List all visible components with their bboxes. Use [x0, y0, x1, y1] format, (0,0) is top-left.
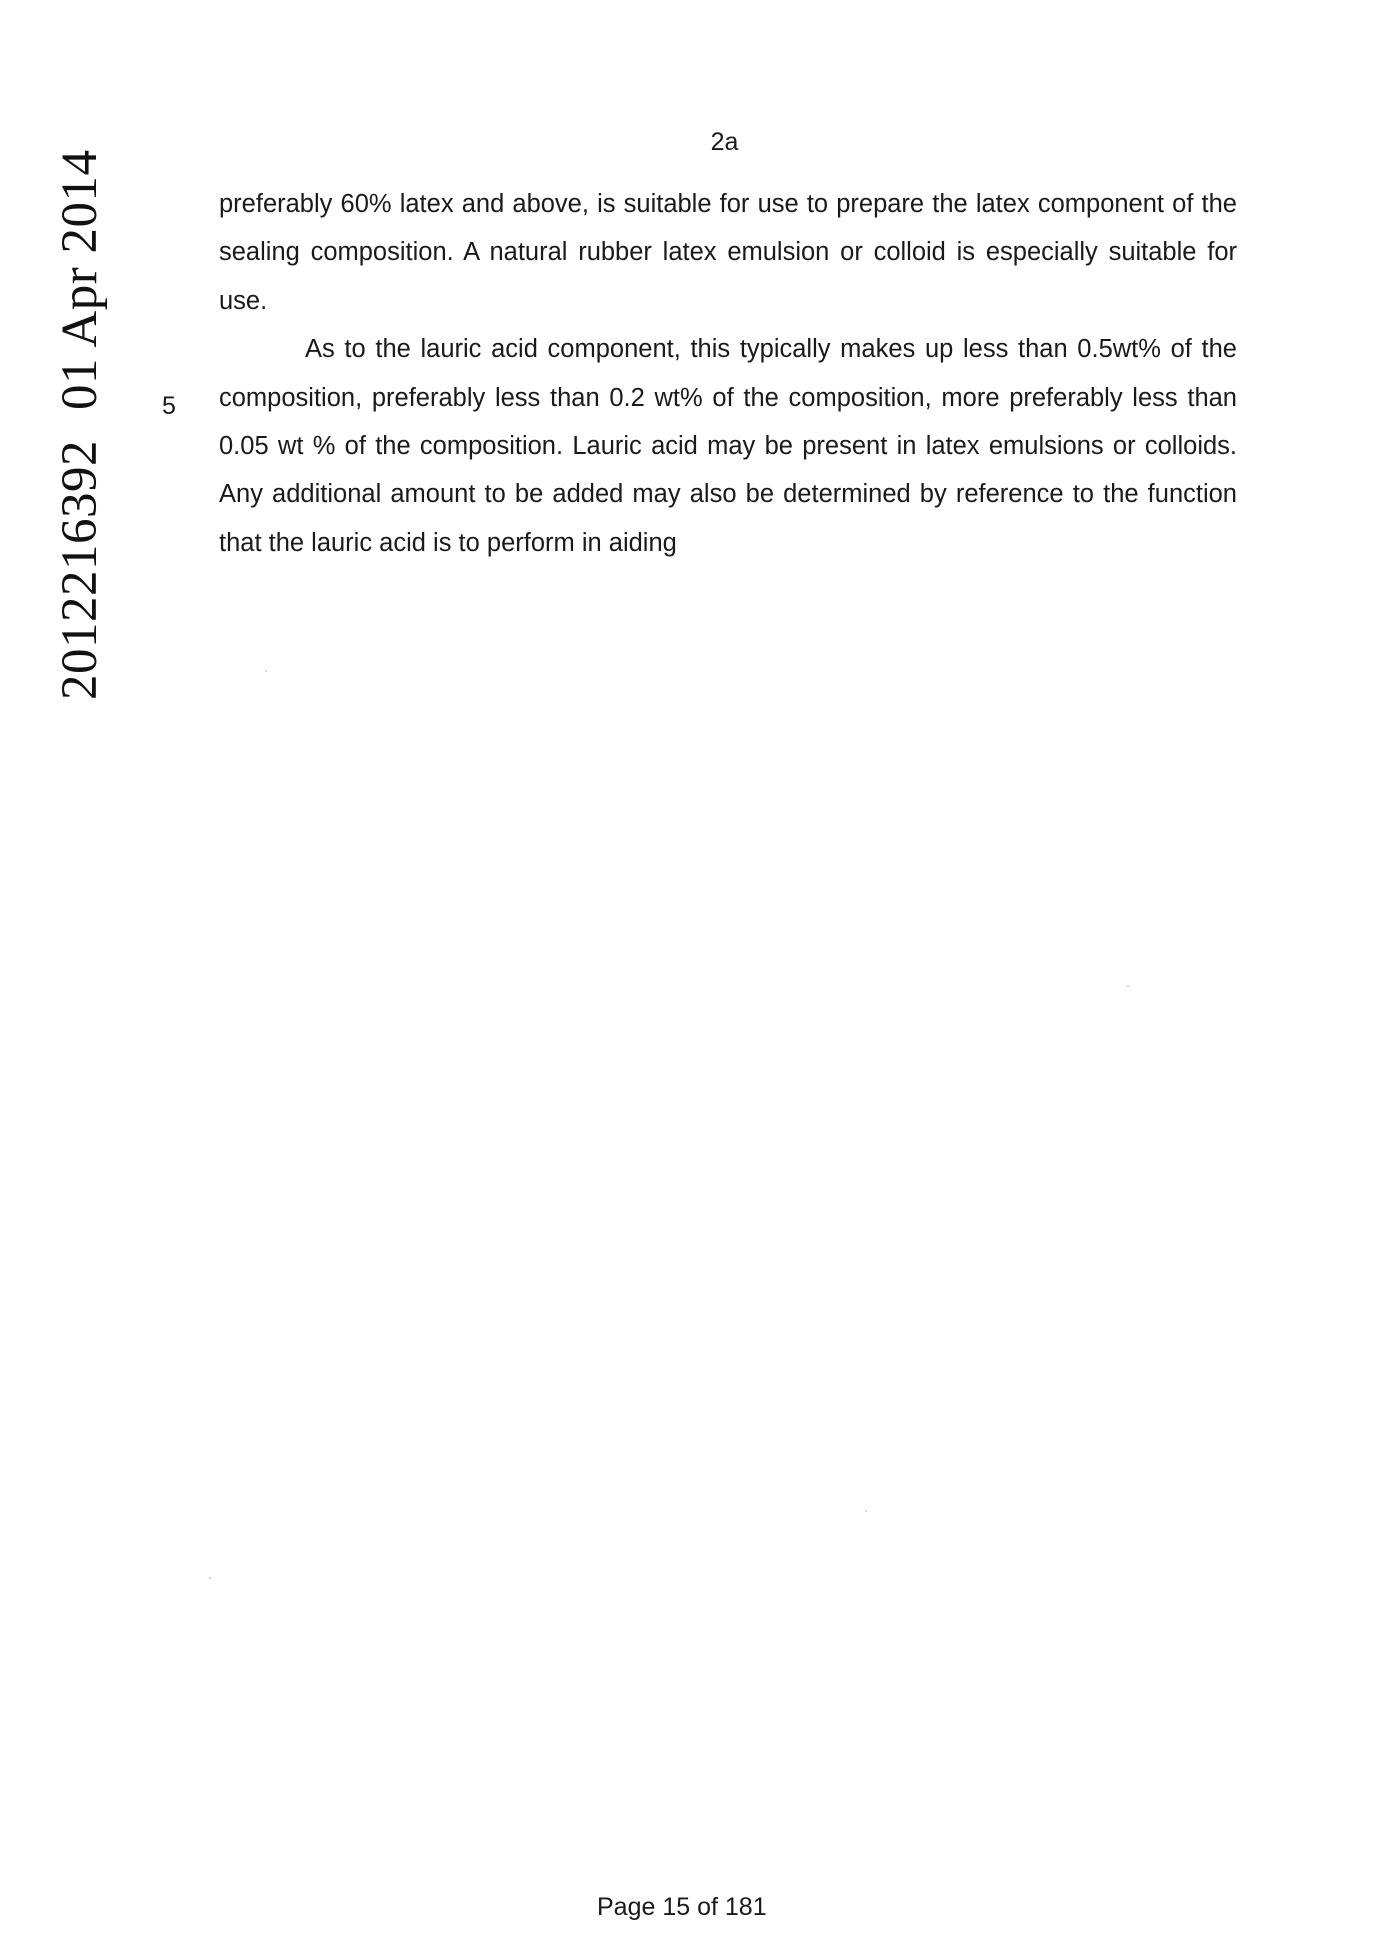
margin-line-number: 5	[162, 392, 176, 420]
paragraph-1: preferably 60% latex and above, is suitable for use to prepare the latex component of the sealing composition. A natural rubber latex emulsion or colloid is especially suitable for use.	[219, 190, 1237, 315]
scan-speck	[265, 670, 267, 672]
scan-speck	[209, 1577, 211, 1579]
page-counter: Page 15 of 181	[597, 1893, 767, 1921]
stamp-doc-number: 2012216392	[52, 440, 108, 700]
page-label: 2a	[710, 128, 739, 156]
body-text	[219, 180, 1237, 567]
scan-speck	[1127, 985, 1129, 987]
scan-speck	[865, 1510, 867, 1512]
side-stamp	[50, 140, 110, 700]
paragraph-2: As to the lauric acid component, this typically makes up less than 0.5wt% of the composition, preferably less than 0.2 wt% of the composition, more preferably less than 0.05 wt % of the composition. Lauric acid may be present in latex emulsions or colloids. Any additional amount to be added may also be determined by reference to the function that the lauric acid is to perform in aiding	[219, 335, 1237, 557]
stamp-date: 01 Apr 2014	[52, 149, 108, 410]
